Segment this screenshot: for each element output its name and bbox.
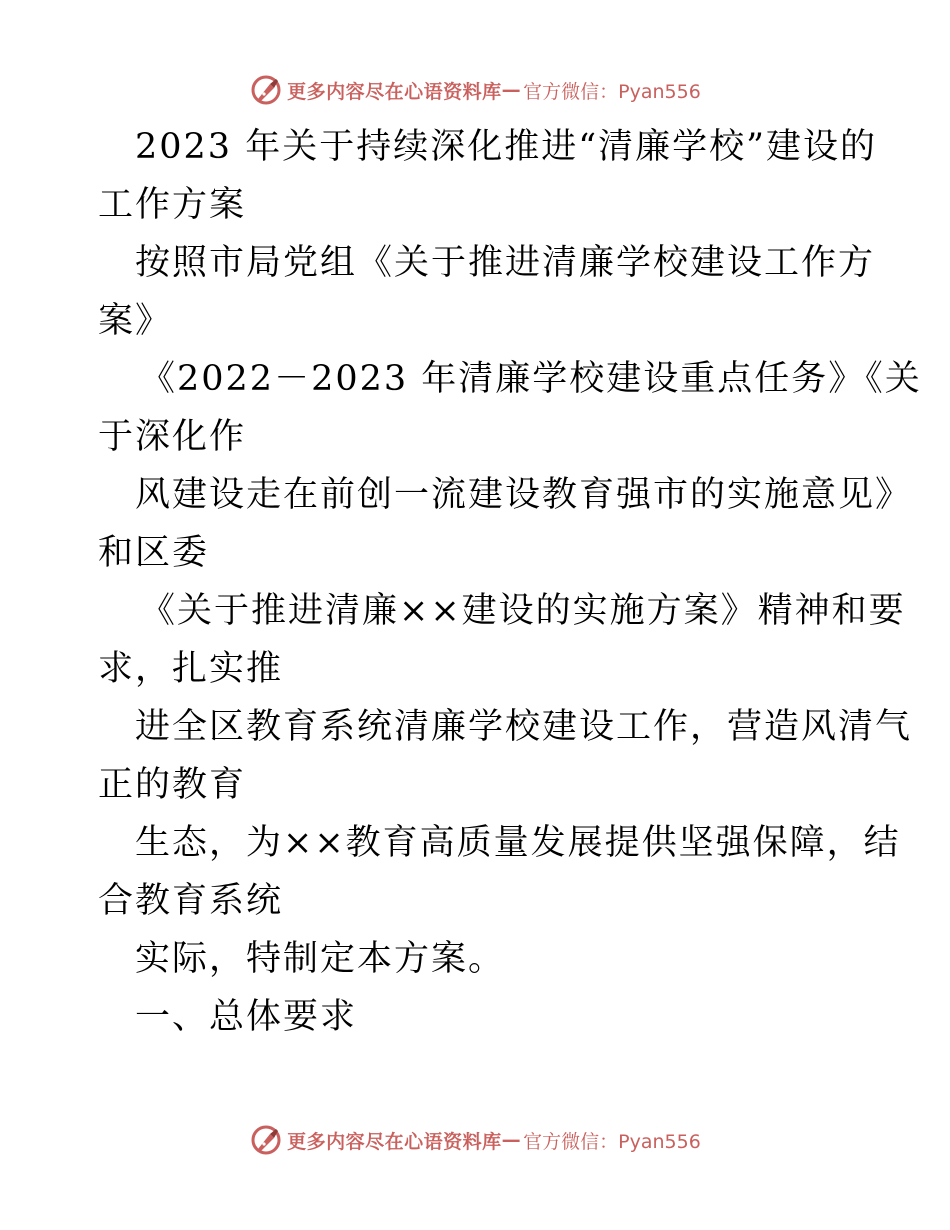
paragraph-line: 和区委	[98, 533, 210, 573]
paragraph-line: 进全区教育系统清廉学校建设工作，营造风清气	[135, 707, 913, 747]
paragraph-line: 按照市局党组《关于推进清廉学校建设工作方	[135, 243, 876, 283]
header-banner	[0, 70, 950, 110]
paragraph-line: 《2022－2023 年清廉学校建设重点任务》《关	[140, 359, 922, 399]
section-heading: 一、总体要求	[135, 997, 358, 1037]
banner-separator: —	[501, 79, 522, 101]
footer-banner	[0, 1120, 950, 1160]
banner-text	[287, 77, 701, 104]
paragraph-line: 正的教育	[98, 765, 247, 805]
document-title-cont: 工作方案	[98, 185, 247, 225]
banner-text	[287, 1127, 701, 1154]
document-body	[98, 118, 922, 1046]
paragraph-line: 于深化作	[98, 417, 247, 457]
paragraph-line: 求，扎实推	[98, 649, 284, 689]
banner-title: 更多内容尽在心语资料库	[287, 80, 502, 103]
pen-nib-logo-icon	[249, 73, 283, 107]
banner-title: 更多内容尽在心语资料库	[287, 1130, 502, 1153]
paragraph-line: 生态，为××教育高质量发展提供坚强保障，结	[135, 823, 901, 863]
pen-nib-logo-icon	[249, 1123, 283, 1157]
banner-separator: —	[501, 1129, 522, 1151]
paragraph-line: 合教育系统	[98, 881, 284, 921]
banner-wechat: 官方微信：Pyan556	[523, 1130, 701, 1153]
paragraph-line: 实际，特制定本方案。	[135, 939, 506, 979]
paragraph-line: 案》	[98, 301, 173, 341]
document-title: 2023 年关于持续深化推进“清廉学校”建设的	[135, 127, 877, 167]
paragraph-line: 风建设走在前创一流建设教育强市的实施意见》	[135, 475, 913, 515]
banner-wechat: 官方微信：Pyan556	[523, 80, 701, 103]
paragraph-line: 《关于推进清廉××建设的实施方案》精神和要	[140, 591, 906, 631]
